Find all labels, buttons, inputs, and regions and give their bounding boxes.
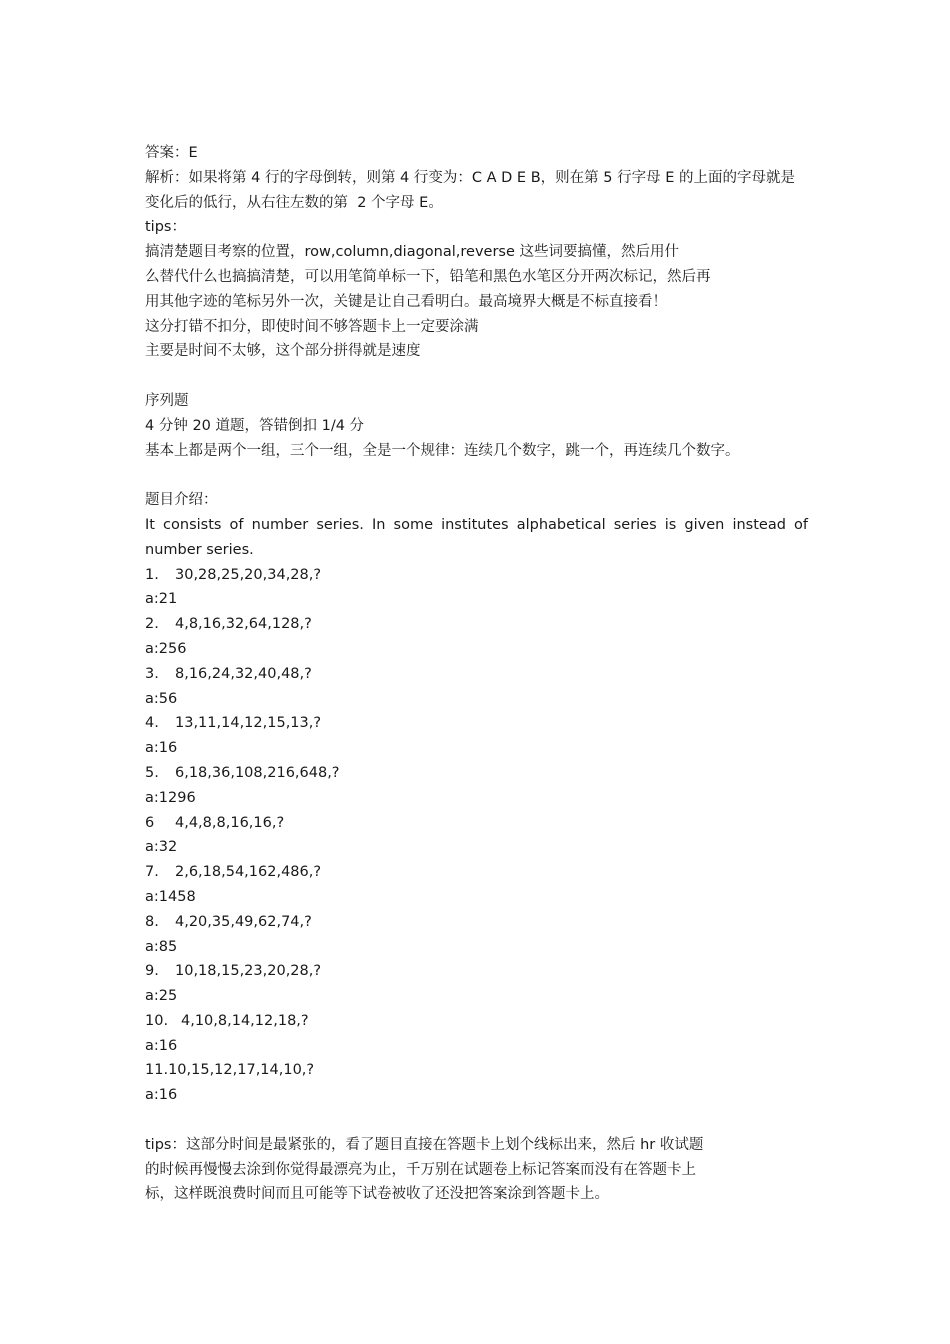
intro-description: It consists of number series. In some institutes alphabetical series is given instead of number series. — [145, 516, 813, 558]
question-number: 10. — [145, 1012, 169, 1029]
question-series: 13,11,14,12,15,13,? — [175, 715, 322, 732]
question-number: 3. — [145, 665, 159, 682]
question-row — [145, 1009, 808, 1034]
question-series: 10,15,12,17,14,10,? — [168, 1062, 315, 1079]
tips-line: 搞清楚题目考察的位置，row,column,diagonal,reverse 这些词要搞懂，然后用什 — [145, 244, 679, 261]
question-series: 4,10,8,14,12,18,? — [181, 1012, 309, 1029]
question-number: 6 — [145, 814, 155, 831]
question-number: 2. — [145, 616, 159, 633]
question-answer: a:256 — [145, 640, 187, 657]
question-row — [145, 612, 808, 637]
question-series: 4,4,8,8,16,16,? — [175, 814, 285, 831]
tips-line: 用其他字迹的笔标另外一次，关键是让自己看明白。最高境界大概是不标直接看！ — [145, 293, 667, 310]
question-series: 10,18,15,23,20,28,? — [175, 963, 322, 980]
question-series: 8,16,24,32,40,48,? — [175, 665, 312, 682]
analysis-paragraph: 解析：如果将第 4 行的字母倒转，则第 4 行变为：C A D E B，则在第 5 行字母 E 的上面的字母就是变化后的低行，从右往左数的第 2 个字母 E。 — [145, 169, 795, 211]
section-pattern: 基本上都是两个一组，三个一组，全是一个规律：连续几个数字，跳一个，再连续几个数字。 — [145, 442, 740, 459]
answer-line: 答案：E — [145, 145, 198, 161]
final-tips-line: 标，这样既浪费时间而且可能等下试卷被收了还没把答案涂到答题卡上。 — [145, 1186, 609, 1203]
question-answer: a:85 — [145, 938, 178, 955]
question-number: 1. — [145, 566, 159, 583]
intro-title: 题目介绍： — [145, 492, 218, 509]
tips-line: 么替代什么也搞搞清楚，可以用笔简单标一下，铅笔和黑色水笔区分开两次标记，然后再 — [145, 268, 711, 285]
spacer — [145, 463, 808, 488]
question-answer: a:32 — [145, 839, 178, 856]
final-tips-line: tips：这部分时间是最紧张的，看了题目直接在答题卡上划个线标出来，然后 hr 收试题 — [145, 1136, 704, 1153]
spacer — [145, 364, 808, 389]
question-answer: a:56 — [145, 690, 178, 707]
question-answer: a:16 — [145, 740, 178, 757]
question-series: 4,20,35,49,62,74,? — [175, 913, 312, 930]
section-title: 序列题 — [145, 392, 189, 409]
question-row — [145, 563, 808, 588]
question-series: 30,28,25,20,34,28,? — [175, 566, 322, 583]
tips-line: 主要是时间不太够，这个部分拼得就是速度 — [145, 343, 421, 360]
question-row — [145, 860, 808, 885]
final-tips-line: 的时候再慢慢去涂到你觉得最漂亮为止，千万别在试题卷上标记答案而没有在答题卡上 — [145, 1161, 696, 1178]
question-answer: a:1296 — [145, 789, 196, 806]
question-number: 4. — [145, 715, 159, 732]
question-row — [145, 711, 808, 736]
question-row — [145, 910, 808, 935]
question-number: 11. — [145, 1062, 169, 1079]
question-number: 5. — [145, 764, 159, 781]
question-row — [145, 761, 808, 786]
question-series: 4,8,16,32,64,128,? — [175, 616, 312, 633]
question-answer: a:1458 — [145, 888, 196, 905]
question-row — [145, 662, 808, 687]
question-row — [145, 811, 808, 836]
question-answer: a:25 — [145, 988, 178, 1005]
question-answer: a:16 — [145, 1087, 178, 1104]
spacer — [145, 1108, 808, 1133]
question-series: 2,6,18,54,162,486,? — [175, 864, 322, 881]
question-number: 8. — [145, 913, 159, 930]
section-rule: 4 分钟 20 道题，答错倒扣 1/4 分 — [145, 417, 365, 434]
document-page — [145, 141, 813, 1207]
tips-line: 这分打错不扣分，即使时间不够答题卡上一定要涂满 — [145, 318, 479, 335]
question-row — [145, 1058, 808, 1083]
question-answer: a:16 — [145, 1037, 178, 1054]
question-answer: a:21 — [145, 591, 178, 608]
question-number: 9. — [145, 963, 159, 980]
question-row — [145, 959, 808, 984]
question-number: 7. — [145, 864, 159, 881]
tips-label: tips： — [145, 219, 186, 236]
question-series: 6,18,36,108,216,648,? — [175, 764, 340, 781]
